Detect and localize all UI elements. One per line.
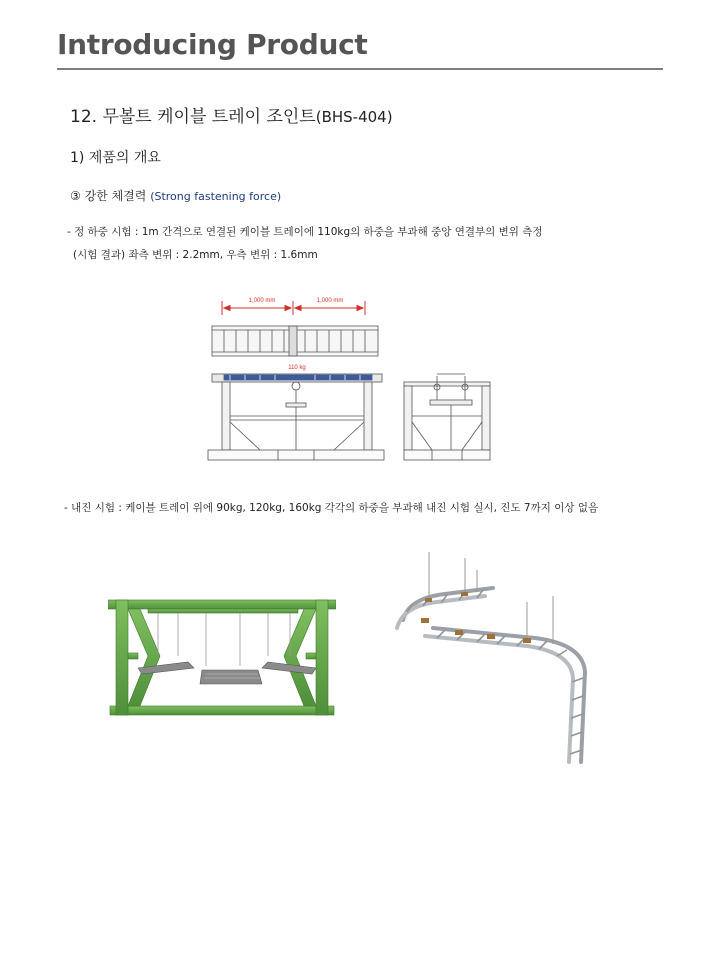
- static-load-test-text: - 정 하중 시험 : 1m 간격으로 연결된 케이블 트레이에 110kg의 하중을 부과해 중앙 연결부의 변위 측정: [67, 226, 543, 238]
- cable-tray-3d-image: [385, 548, 600, 768]
- product-code: (BHS-404): [315, 108, 393, 126]
- tray-rungs: [407, 590, 583, 754]
- feature-item: [70, 187, 281, 204]
- title-divider: [57, 68, 663, 70]
- page-title: Introducing Product: [57, 28, 368, 61]
- feature-title-ko: ③ 강한 체결력: [70, 189, 147, 203]
- tray-top-view: [212, 326, 378, 356]
- section-heading: [70, 102, 393, 127]
- front-view-rig: [208, 374, 384, 460]
- dimension-lines: [222, 301, 365, 315]
- load-label: 110 kg: [288, 365, 306, 371]
- left-span-label: 1,000 mm: [248, 298, 276, 304]
- cable-trays: [138, 662, 316, 684]
- section-heading-text: 12. 무볼트 케이블 트레이 조인트: [70, 107, 316, 127]
- green-frame: [108, 600, 336, 715]
- feature-title-en: (Strong fastening force): [150, 190, 282, 203]
- side-view-rig: [404, 374, 490, 460]
- seismic-rig-image: [108, 598, 336, 718]
- tray-rails: [397, 588, 585, 762]
- right-span-label: 1,000 mm: [316, 298, 344, 304]
- seismic-test-text: - 내진 시험 : 케이블 트레이 위에 90kg, 120kg, 160kg 각각의 하중을 부과해 내진 시험 실시, 진도 7까지 이상 없음: [64, 502, 599, 514]
- hanger-rods: [158, 613, 290, 666]
- static-load-test-diagram: [200, 290, 500, 470]
- static-load-result-text: (시험 결과) 좌측 변위 : 2.2mm, 우측 변위 : 1.6mm: [73, 249, 318, 261]
- subsection-heading: 1) 제품의 개요: [70, 150, 161, 166]
